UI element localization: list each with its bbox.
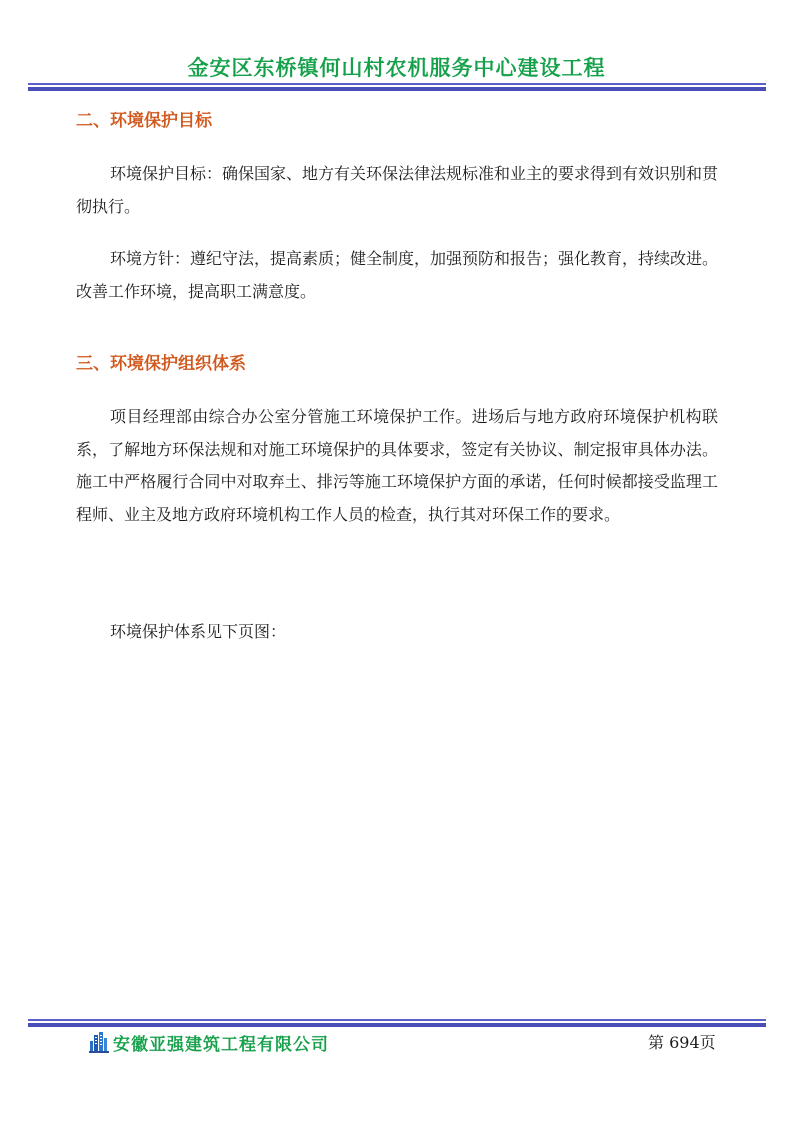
paragraph-system-reference: 环境保护体系见下页图： <box>110 622 287 641</box>
company-name: 安徽亚强建筑工程有限公司 <box>113 1035 329 1055</box>
footer-divider-thick <box>28 1023 766 1027</box>
paragraph-environment-policy: 环境方针：遵纪守法，提高素质；健全制度，加强预防和报告；强化教育，持续改进。改善工作环境，提高职工满意度。 <box>76 249 719 301</box>
header-divider-thin <box>28 83 766 85</box>
section-heading-organization-system: 三、环境保护组织体系 <box>76 354 246 374</box>
document-title: 金安区东桥镇何山村农机服务中心建设工程 <box>187 55 606 80</box>
page-number: 第 694页 <box>648 1033 716 1052</box>
paragraph-organization-description: 项目经理部由综合办公室分管施工环境保护工作。进场后与地方政府环境保护机构联系，了解地方环保法规和对施工环境保护的具体要求，签定有关协议、制定报审具体办法。施工中严格履行合同中对取弃土、排污等施工环境保护方面的承诺，任何时候都接受监理工程师、业主及地方政府环境机构工作人员的检查，执行其对环保工作的要求。 <box>76 407 718 524</box>
section-heading-environment-goals: 二、环境保护目标 <box>76 111 212 131</box>
building-logo-icon <box>89 1031 109 1053</box>
header-divider-thick <box>28 87 766 91</box>
footer-divider-thin <box>28 1019 766 1021</box>
paragraph-environment-goal: 环境保护目标：确保国家、地方有关环保法律法规标准和业主的要求得到有效识别和贯彻执行。 <box>76 164 719 216</box>
